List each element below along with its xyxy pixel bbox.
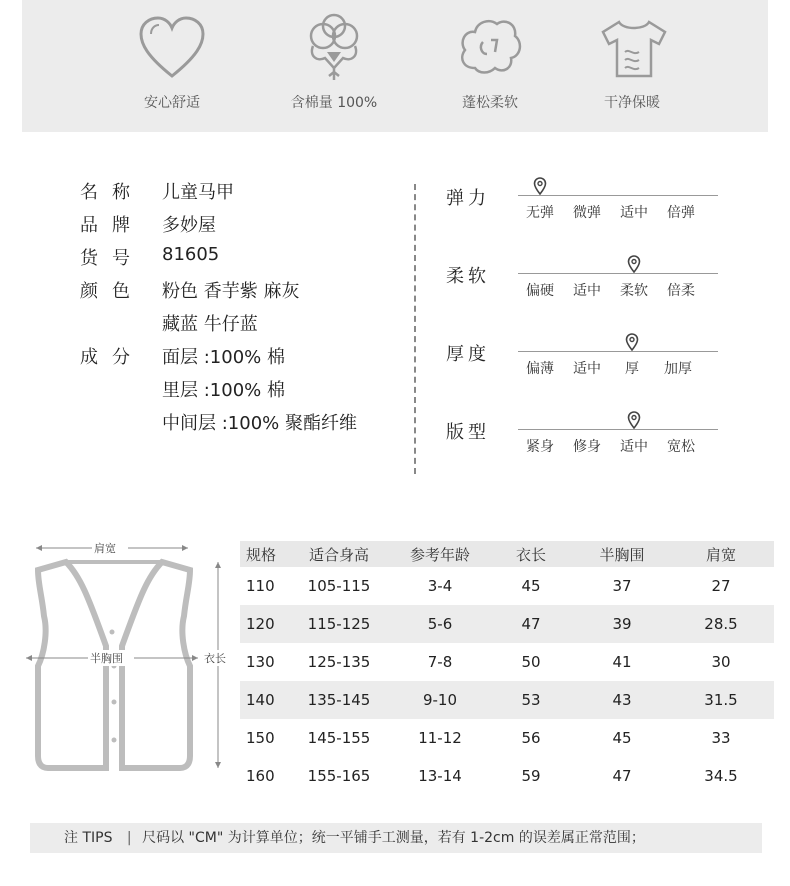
table-cell: 105-115 bbox=[307, 577, 371, 595]
scale-option: 宽松 bbox=[667, 439, 695, 455]
table-row bbox=[240, 719, 774, 757]
table-cell: 47 bbox=[486, 605, 576, 643]
feature-cotton bbox=[254, 0, 414, 132]
info-value: 儿童马甲 bbox=[162, 182, 234, 203]
info-key: 颜色 bbox=[80, 281, 144, 302]
table-row bbox=[240, 605, 774, 643]
feature-warm bbox=[552, 0, 712, 132]
table-row bbox=[240, 643, 774, 681]
info-value: 中间层 :100% 聚酯纤维 bbox=[162, 413, 357, 434]
info-value: 多妙屋 bbox=[162, 215, 216, 236]
divider bbox=[414, 184, 416, 474]
table-cell: 45 bbox=[521, 577, 541, 595]
table-cell: 37 bbox=[612, 577, 632, 595]
chest-label: 半胸围 bbox=[90, 652, 123, 665]
table-cell: 28.5 bbox=[668, 605, 774, 643]
scale-option: 偏硬 bbox=[526, 283, 554, 299]
table-cell: 13-14 bbox=[418, 767, 462, 785]
scale-option: 偏薄 bbox=[526, 361, 554, 377]
feature-label: 蓬松柔软 bbox=[462, 95, 518, 111]
scale-option: 加厚 bbox=[664, 361, 692, 377]
info-value: 81605 bbox=[162, 244, 220, 265]
tips-text: 尺码以 "CM" 为计算单位；统一平铺手工测量，若有 1-2cm 的误差属正常范围； bbox=[142, 830, 645, 846]
scale-option: 紧身 bbox=[526, 439, 554, 455]
table-header-row bbox=[240, 541, 774, 567]
table-cell: 120 bbox=[240, 605, 284, 643]
table-cell: 53 bbox=[486, 681, 576, 719]
scale-title: 柔软 bbox=[446, 266, 490, 287]
scale-line bbox=[518, 351, 718, 352]
table-cell: 9-10 bbox=[394, 681, 486, 719]
table-cell: 33 bbox=[711, 729, 731, 747]
table-cell: 45 bbox=[612, 729, 632, 747]
table-cell: 115-125 bbox=[284, 605, 394, 643]
scale-option: 厚 bbox=[625, 361, 639, 377]
table-cell: 30 bbox=[711, 653, 731, 671]
scale-option: 适中 bbox=[620, 439, 648, 455]
feature-comfort bbox=[92, 0, 252, 132]
scale-option: 柔软 bbox=[620, 283, 648, 299]
location-pin-icon bbox=[627, 411, 641, 429]
scale-option: 适中 bbox=[620, 205, 648, 221]
table-cell: 7-8 bbox=[427, 653, 453, 671]
scale-option: 倍柔 bbox=[667, 283, 695, 299]
location-pin-icon bbox=[533, 177, 547, 195]
column-header: 参考年龄 bbox=[394, 541, 486, 567]
heart-icon bbox=[137, 12, 207, 84]
scale-option: 无弹 bbox=[526, 205, 554, 221]
table-cell: 155-165 bbox=[307, 767, 371, 785]
tshirt-icon bbox=[597, 12, 667, 84]
scale-line bbox=[518, 273, 718, 274]
scale-title: 厚度 bbox=[446, 344, 490, 365]
table-cell: 135-145 bbox=[284, 681, 394, 719]
table-cell: 56 bbox=[521, 729, 541, 747]
table-cell: 3-4 bbox=[427, 577, 453, 595]
column-header: 肩宽 bbox=[668, 541, 774, 567]
location-pin-icon bbox=[627, 255, 641, 273]
scale-title: 版型 bbox=[446, 422, 490, 443]
column-header: 适合身高 bbox=[284, 541, 394, 567]
table-cell: 110 bbox=[246, 577, 275, 595]
info-key: 名称 bbox=[80, 182, 144, 203]
location-pin-icon bbox=[625, 333, 639, 351]
column-header: 规格 bbox=[240, 541, 284, 567]
feature-label: 干净保暖 bbox=[604, 95, 660, 111]
info-key: 货号 bbox=[80, 248, 144, 269]
table-cell: 11-12 bbox=[418, 729, 462, 747]
length-label: 衣长 bbox=[204, 652, 226, 665]
info-key: 品牌 bbox=[80, 215, 144, 236]
scale-option: 微弹 bbox=[573, 205, 601, 221]
feature-label: 含棉量 100% bbox=[290, 95, 378, 111]
scale-option: 适中 bbox=[573, 361, 601, 377]
table-cell: 140 bbox=[240, 681, 284, 719]
tips-separator: | bbox=[126, 830, 132, 846]
feature-label: 安心舒适 bbox=[144, 95, 200, 111]
column-header: 衣长 bbox=[486, 541, 576, 567]
table-cell: 41 bbox=[612, 653, 632, 671]
table-cell: 31.5 bbox=[668, 681, 774, 719]
table-cell: 145-155 bbox=[307, 729, 371, 747]
column-header: 半胸围 bbox=[576, 541, 668, 567]
info-value: 粉色 香芋紫 麻灰 bbox=[162, 281, 300, 302]
scale-option: 修身 bbox=[573, 439, 601, 455]
table-cell: 160 bbox=[246, 767, 275, 785]
table-row bbox=[240, 567, 774, 605]
cotton-icon bbox=[299, 12, 369, 84]
scale-title: 弹力 bbox=[446, 188, 490, 209]
table-cell: 59 bbox=[521, 767, 541, 785]
table-cell: 43 bbox=[576, 681, 668, 719]
vest-diagram bbox=[22, 536, 238, 780]
scale-softness bbox=[446, 256, 746, 326]
shoulder-label: 肩宽 bbox=[94, 542, 116, 555]
scale-elasticity bbox=[446, 178, 746, 248]
table-row bbox=[240, 757, 774, 795]
table-cell: 5-6 bbox=[394, 605, 486, 643]
scale-option: 适中 bbox=[573, 283, 601, 299]
tips-label: 注 TIPS bbox=[64, 830, 113, 846]
cloud-icon bbox=[455, 12, 525, 84]
info-value: 藏蓝 牛仔蓝 bbox=[162, 314, 258, 335]
table-cell: 27 bbox=[711, 577, 731, 595]
info-key: 成分 bbox=[80, 347, 144, 368]
table-cell: 130 bbox=[246, 653, 275, 671]
feature-band bbox=[22, 0, 768, 132]
table-cell: 47 bbox=[612, 767, 632, 785]
table-row bbox=[240, 681, 774, 719]
table-cell: 125-135 bbox=[307, 653, 371, 671]
feature-fluffy bbox=[410, 0, 570, 132]
scale-line bbox=[518, 429, 718, 430]
scale-option: 倍弹 bbox=[667, 205, 695, 221]
scale-fit bbox=[446, 412, 746, 482]
info-value: 面层 :100% 棉 bbox=[162, 347, 285, 368]
scale-thickness bbox=[446, 334, 746, 404]
scale-line bbox=[518, 195, 718, 196]
size-table bbox=[240, 541, 774, 795]
table-cell: 50 bbox=[521, 653, 541, 671]
info-value: 里层 :100% 棉 bbox=[162, 380, 285, 401]
table-cell: 39 bbox=[576, 605, 668, 643]
table-cell: 150 bbox=[246, 729, 275, 747]
table-cell: 34.5 bbox=[704, 767, 738, 785]
tips-bar bbox=[30, 823, 762, 853]
